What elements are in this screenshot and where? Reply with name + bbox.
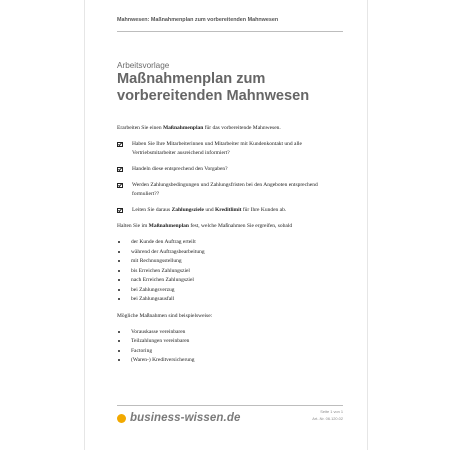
trigger-list — [117, 238, 343, 305]
list-item: (Waren-) Kreditversicherung — [117, 356, 343, 366]
examples-list — [117, 328, 343, 366]
intro-text: Erarbeiten Sie einen — [117, 125, 163, 131]
checked-box-icon — [117, 208, 123, 213]
checklist-item — [117, 181, 343, 199]
list-item: nach Erreichen Zahlungsziel — [117, 276, 343, 286]
article-number: Art.-Nr. 06.120.02 — [312, 415, 343, 421]
list-item: Vorauskasse vereinbaren — [117, 328, 343, 338]
checklist-bold: Kreditlimit — [214, 207, 242, 213]
hold-text: Halten Sie im — [117, 223, 149, 229]
checklist-text: Handeln diese entsprechend den Vorgaben? — [132, 166, 228, 172]
checklist-text: Haben Sie Ihre Mitarbeiterinnen und Mitarbeiter mit Kundenkontakt und alle Vertriebsmitarbeiter ausreichend informiert? — [132, 141, 302, 156]
document-page — [84, 0, 368, 450]
header-divider — [117, 31, 343, 32]
running-header: Mahnwesen: Maßnahmenplan zum vorbereitenden Mahnwesen — [117, 17, 279, 23]
document-kicker: Arbeitsvorlage — [117, 61, 170, 70]
orange-dot-icon — [117, 414, 126, 423]
list-item: bei Zahlungsausfall — [117, 295, 343, 305]
hold-text-end: fest, welche Maßnahmen Sie ergreifen, sobald — [188, 223, 293, 229]
list-item: mit Rechnungsstellung — [117, 257, 343, 267]
checklist-text-part: Leiten Sie daraus — [132, 207, 172, 213]
logo-text: business-wissen.de — [130, 412, 241, 424]
list-item: Factoring — [117, 347, 343, 357]
list-item: der Kunde den Auftrag erteilt — [117, 238, 343, 248]
footer-meta — [312, 409, 343, 422]
checklist-text: Werden Zahlungsbedingungen und Zahlungsfristen bei den Angeboten entsprechend formuliert?? — [132, 182, 318, 197]
checklist-text-part: für Ihre Kunden ab. — [241, 207, 287, 213]
business-wissen-logo — [117, 412, 240, 424]
checked-box-icon — [117, 142, 123, 147]
checklist-text — [132, 206, 286, 215]
examples-intro: Mögliche Maßnahmen sind beispielsweise: — [117, 312, 213, 319]
checked-box-icon — [117, 183, 123, 188]
list-item: Teilzahlungen vereinbaren — [117, 337, 343, 347]
footer-divider — [117, 405, 343, 406]
checklist-bold: Zahlungsziele — [171, 207, 204, 213]
intro-bold: Maßnahmenplan — [162, 125, 204, 131]
checklist-item — [117, 206, 343, 215]
hold-paragraph — [117, 222, 343, 231]
document-body — [117, 124, 343, 373]
list-item: bei Zahlungsverzug — [117, 286, 343, 296]
checklist-text-part: und — [203, 207, 215, 213]
document-title: Maßnahmenplan zum vorbereitenden Mahnwesen — [117, 71, 310, 104]
checklist-item — [117, 140, 343, 158]
intro-text-end: für das vorbereitende Mahnwesen. — [203, 125, 281, 131]
list-item: während der Auftragsbearbeitung — [117, 248, 343, 258]
hold-bold: Maßnahmenplan — [148, 223, 189, 229]
intro-paragraph — [117, 124, 343, 133]
checked-box-icon — [117, 167, 123, 172]
list-item: bis Erreichen Zahlungsziel — [117, 267, 343, 277]
checklist-item — [117, 165, 343, 174]
page-number: Seite 1 von 1 — [320, 409, 343, 414]
